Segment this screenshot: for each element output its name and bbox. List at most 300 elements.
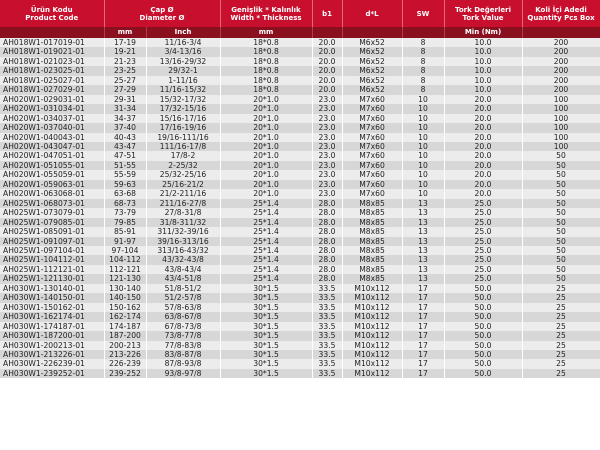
cell-b1: 33.5 <box>312 312 342 321</box>
cell-sw: 13 <box>402 208 444 217</box>
cell-quantity: 100 <box>522 123 600 132</box>
cell-sw: 10 <box>402 189 444 198</box>
cell-b1: 28.0 <box>312 199 342 208</box>
cell-width-thickness: 25*1.4 <box>220 274 312 283</box>
cell-diameter-mm: 19-21 <box>104 47 146 56</box>
cell-product-code: AH025W1-097104-01 <box>0 246 104 255</box>
cell-torque: 10.0 <box>444 85 522 94</box>
cell-sw: 13 <box>402 255 444 264</box>
cell-dl: M8x85 <box>342 218 402 227</box>
cell-quantity: 25 <box>522 331 600 340</box>
table-row <box>0 255 600 264</box>
cell-product-code: AH018W1-027029-01 <box>0 85 104 94</box>
cell-b1: 20.0 <box>312 57 342 66</box>
cell-product-code: AH020W1-051055-01 <box>0 161 104 170</box>
cell-diameter-inch: 2-25/32 <box>146 161 220 170</box>
cell-diameter-inch: 15/32-17/32 <box>146 95 220 104</box>
cell-product-code: AH018W1-021023-01 <box>0 57 104 66</box>
cell-dl: M7x60 <box>342 133 402 142</box>
cell-diameter-inch: 13/16-29/32 <box>146 57 220 66</box>
cell-dl: M6x52 <box>342 76 402 85</box>
table-row <box>0 312 600 321</box>
cell-width-thickness: 20*1.0 <box>220 189 312 198</box>
table-row <box>0 322 600 331</box>
cell-torque: 50.0 <box>444 331 522 340</box>
cell-width-thickness: 20*1.0 <box>220 170 312 179</box>
cell-quantity: 100 <box>522 104 600 113</box>
table-row <box>0 180 600 189</box>
table-row <box>0 293 600 302</box>
cell-diameter-mm: 43-47 <box>104 142 146 151</box>
cell-sw: 17 <box>402 322 444 331</box>
cell-torque: 20.0 <box>444 133 522 142</box>
cell-diameter-mm: 40-43 <box>104 133 146 142</box>
cell-quantity: 200 <box>522 47 600 56</box>
cell-diameter-inch: 25/32-25/16 <box>146 170 220 179</box>
cell-sw: 17 <box>402 303 444 312</box>
cell-dl: M7x60 <box>342 104 402 113</box>
table-row <box>0 227 600 236</box>
cell-torque: 20.0 <box>444 170 522 179</box>
cell-dl: M6x52 <box>342 57 402 66</box>
cell-torque: 10.0 <box>444 47 522 56</box>
cell-quantity: 25 <box>522 369 600 378</box>
cell-b1: 20.0 <box>312 38 342 47</box>
cell-sw: 10 <box>402 180 444 189</box>
cell-b1: 33.5 <box>312 359 342 368</box>
table-row <box>0 47 600 56</box>
cell-width-thickness: 20*1.0 <box>220 104 312 113</box>
cell-quantity: 100 <box>522 133 600 142</box>
header-width-thickness: Genişlik * Kalınlık Width * Thickness <box>220 0 312 27</box>
cell-dl: M6x52 <box>342 38 402 47</box>
cell-sw: 13 <box>402 199 444 208</box>
table-row <box>0 237 600 246</box>
cell-torque: 20.0 <box>444 104 522 113</box>
cell-diameter-inch: 17/32-15/16 <box>146 104 220 113</box>
cell-b1: 33.5 <box>312 284 342 293</box>
cell-width-thickness: 25*1.4 <box>220 218 312 227</box>
cell-b1: 28.0 <box>312 255 342 264</box>
cell-torque: 20.0 <box>444 189 522 198</box>
table-row <box>0 359 600 368</box>
cell-b1: 33.5 <box>312 322 342 331</box>
cell-dl: M10x112 <box>342 350 402 359</box>
cell-sw: 10 <box>402 142 444 151</box>
cell-quantity: 25 <box>522 303 600 312</box>
cell-width-thickness: 18*0.8 <box>220 66 312 75</box>
cell-width-thickness: 18*0.8 <box>220 57 312 66</box>
subheader-blank <box>312 27 342 38</box>
cell-width-thickness: 20*1.0 <box>220 142 312 151</box>
cell-diameter-mm: 27-29 <box>104 85 146 94</box>
table-row <box>0 161 600 170</box>
cell-b1: 28.0 <box>312 237 342 246</box>
cell-diameter-mm: 55-59 <box>104 170 146 179</box>
cell-dl: M8x85 <box>342 227 402 236</box>
table-row <box>0 123 600 132</box>
cell-product-code: AH025W1-104112-01 <box>0 255 104 264</box>
cell-b1: 20.0 <box>312 76 342 85</box>
cell-b1: 23.0 <box>312 123 342 132</box>
cell-torque: 20.0 <box>444 180 522 189</box>
cell-b1: 23.0 <box>312 142 342 151</box>
cell-dl: M10x112 <box>342 341 402 350</box>
cell-sw: 8 <box>402 57 444 66</box>
cell-b1: 20.0 <box>312 66 342 75</box>
cell-dl: M10x112 <box>342 284 402 293</box>
cell-dl: M10x112 <box>342 369 402 378</box>
cell-product-code: AH025W1-085091-01 <box>0 227 104 236</box>
cell-product-code: AH020W1-047051-01 <box>0 151 104 160</box>
cell-sw: 10 <box>402 95 444 104</box>
cell-dl: M7x60 <box>342 142 402 151</box>
cell-sw: 17 <box>402 331 444 340</box>
cell-product-code: AH030W1-140150-01 <box>0 293 104 302</box>
cell-torque: 25.0 <box>444 218 522 227</box>
table-row <box>0 369 600 378</box>
cell-sw: 10 <box>402 170 444 179</box>
cell-diameter-mm: 97-104 <box>104 246 146 255</box>
cell-diameter-inch: 83/8-87/8 <box>146 350 220 359</box>
cell-width-thickness: 30*1.5 <box>220 293 312 302</box>
subheader-blank <box>0 27 104 38</box>
cell-width-thickness: 20*1.0 <box>220 151 312 160</box>
cell-width-thickness: 25*1.4 <box>220 246 312 255</box>
cell-torque: 25.0 <box>444 237 522 246</box>
cell-torque: 20.0 <box>444 114 522 123</box>
subheader-mm-width: mm <box>220 27 312 38</box>
cell-product-code: AH018W1-023025-01 <box>0 66 104 75</box>
cell-sw: 13 <box>402 227 444 236</box>
table-row <box>0 76 600 85</box>
cell-diameter-mm: 150-162 <box>104 303 146 312</box>
header-diameter: Çap Ø Diameter Ø <box>104 0 220 27</box>
table-row <box>0 170 600 179</box>
cell-dl: M10x112 <box>342 322 402 331</box>
cell-diameter-mm: 162-174 <box>104 312 146 321</box>
cell-torque: 20.0 <box>444 123 522 132</box>
header-b1: b1 <box>312 0 342 27</box>
cell-product-code: AH018W1-017019-01 <box>0 38 104 47</box>
cell-quantity: 100 <box>522 95 600 104</box>
table-row <box>0 199 600 208</box>
cell-quantity: 100 <box>522 142 600 151</box>
subheader-blank <box>402 27 444 38</box>
table-row <box>0 284 600 293</box>
cell-diameter-mm: 73-79 <box>104 208 146 217</box>
cell-product-code: AH020W1-059063-01 <box>0 180 104 189</box>
header-torque: Tork Değerleri Tork Value <box>444 0 522 27</box>
table-body <box>0 38 600 378</box>
cell-quantity: 50 <box>522 227 600 236</box>
cell-diameter-mm: 68-73 <box>104 199 146 208</box>
cell-dl: M10x112 <box>342 312 402 321</box>
cell-torque: 25.0 <box>444 199 522 208</box>
cell-quantity: 50 <box>522 208 600 217</box>
cell-diameter-inch: 77/8-83/8 <box>146 341 220 350</box>
cell-diameter-inch: 311/32-39/16 <box>146 227 220 236</box>
cell-diameter-inch: 73/8-77/8 <box>146 331 220 340</box>
cell-torque: 20.0 <box>444 151 522 160</box>
cell-b1: 28.0 <box>312 265 342 274</box>
table-row <box>0 85 600 94</box>
cell-product-code: AH020W1-055059-01 <box>0 170 104 179</box>
cell-b1: 23.0 <box>312 133 342 142</box>
cell-dl: M7x60 <box>342 95 402 104</box>
cell-product-code: AH030W1-200213-01 <box>0 341 104 350</box>
table-row <box>0 38 600 47</box>
cell-sw: 8 <box>402 76 444 85</box>
cell-dl: M8x85 <box>342 199 402 208</box>
table-row <box>0 142 600 151</box>
cell-diameter-inch: 1-11/16 <box>146 76 220 85</box>
header-quantity: Koli İçi Adedi Quantity Pcs Box <box>522 0 600 27</box>
cell-quantity: 50 <box>522 199 600 208</box>
cell-quantity: 200 <box>522 85 600 94</box>
cell-diameter-inch: 27/8-31/8 <box>146 208 220 217</box>
cell-sw: 10 <box>402 114 444 123</box>
cell-diameter-inch: 29/32-1 <box>146 66 220 75</box>
cell-sw: 13 <box>402 218 444 227</box>
cell-width-thickness: 25*1.4 <box>220 208 312 217</box>
cell-width-thickness: 20*1.0 <box>220 114 312 123</box>
cell-width-thickness: 20*1.0 <box>220 133 312 142</box>
cell-diameter-inch: 93/8-97/8 <box>146 369 220 378</box>
cell-sw: 17 <box>402 284 444 293</box>
cell-width-thickness: 30*1.5 <box>220 303 312 312</box>
subheader-mm: mm <box>104 27 146 38</box>
cell-width-thickness: 20*1.0 <box>220 95 312 104</box>
cell-dl: M6x52 <box>342 85 402 94</box>
cell-width-thickness: 18*0.8 <box>220 38 312 47</box>
cell-product-code: AH020W1-029031-01 <box>0 95 104 104</box>
cell-torque: 50.0 <box>444 341 522 350</box>
cell-diameter-mm: 25-27 <box>104 76 146 85</box>
cell-product-code: AH025W1-073079-01 <box>0 208 104 217</box>
cell-b1: 33.5 <box>312 303 342 312</box>
cell-dl: M8x85 <box>342 274 402 283</box>
cell-width-thickness: 25*1.4 <box>220 237 312 246</box>
cell-dl: M7x60 <box>342 114 402 123</box>
cell-dl: M8x85 <box>342 246 402 255</box>
subheader-blank <box>342 27 402 38</box>
cell-diameter-inch: 3/4-13/16 <box>146 47 220 56</box>
cell-product-code: AH025W1-091097-01 <box>0 237 104 246</box>
cell-sw: 8 <box>402 47 444 56</box>
cell-width-thickness: 25*1.4 <box>220 265 312 274</box>
table-row <box>0 246 600 255</box>
cell-b1: 28.0 <box>312 274 342 283</box>
table-row <box>0 151 600 160</box>
cell-quantity: 25 <box>522 341 600 350</box>
cell-quantity: 50 <box>522 274 600 283</box>
table-row <box>0 189 600 198</box>
cell-quantity: 50 <box>522 255 600 264</box>
cell-dl: M7x60 <box>342 123 402 132</box>
cell-diameter-inch: 25/16-21/2 <box>146 180 220 189</box>
table-row <box>0 66 600 75</box>
cell-product-code: AH030W1-226239-01 <box>0 359 104 368</box>
cell-product-code: AH020W1-037040-01 <box>0 123 104 132</box>
cell-quantity: 50 <box>522 170 600 179</box>
table-row <box>0 95 600 104</box>
cell-width-thickness: 25*1.4 <box>220 255 312 264</box>
cell-b1: 23.0 <box>312 161 342 170</box>
cell-diameter-inch: 87/8-93/8 <box>146 359 220 368</box>
cell-torque: 25.0 <box>444 227 522 236</box>
cell-diameter-mm: 51-55 <box>104 161 146 170</box>
cell-quantity: 200 <box>522 76 600 85</box>
cell-b1: 28.0 <box>312 218 342 227</box>
cell-product-code: AH025W1-112121-01 <box>0 265 104 274</box>
cell-diameter-mm: 23-25 <box>104 66 146 75</box>
table-row <box>0 331 600 340</box>
cell-product-code: AH030W1-174187-01 <box>0 322 104 331</box>
cell-sw: 13 <box>402 246 444 255</box>
cell-dl: M10x112 <box>342 293 402 302</box>
cell-diameter-mm: 79-85 <box>104 218 146 227</box>
table-row <box>0 265 600 274</box>
cell-torque: 10.0 <box>444 38 522 47</box>
cell-diameter-inch: 63/8-67/8 <box>146 312 220 321</box>
cell-dl: M8x85 <box>342 237 402 246</box>
cell-dl: M10x112 <box>342 331 402 340</box>
cell-width-thickness: 18*0.8 <box>220 85 312 94</box>
cell-dl: M10x112 <box>342 303 402 312</box>
cell-b1: 33.5 <box>312 369 342 378</box>
cell-dl: M8x85 <box>342 208 402 217</box>
table-row <box>0 218 600 227</box>
cell-b1: 28.0 <box>312 208 342 217</box>
cell-quantity: 25 <box>522 350 600 359</box>
cell-dl: M8x85 <box>342 255 402 264</box>
table-row <box>0 303 600 312</box>
cell-sw: 8 <box>402 38 444 47</box>
cell-product-code: AH025W1-068073-01 <box>0 199 104 208</box>
cell-torque: 20.0 <box>444 161 522 170</box>
cell-diameter-inch: 57/8-63/8 <box>146 303 220 312</box>
cell-torque: 50.0 <box>444 359 522 368</box>
cell-width-thickness: 30*1.5 <box>220 369 312 378</box>
cell-diameter-mm: 47-51 <box>104 151 146 160</box>
cell-torque: 25.0 <box>444 274 522 283</box>
cell-quantity: 50 <box>522 237 600 246</box>
header-sw: SW <box>402 0 444 27</box>
cell-diameter-mm: 200-213 <box>104 341 146 350</box>
cell-product-code: AH020W1-040043-01 <box>0 133 104 142</box>
cell-torque: 10.0 <box>444 57 522 66</box>
cell-sw: 13 <box>402 265 444 274</box>
cell-torque: 50.0 <box>444 369 522 378</box>
cell-quantity: 50 <box>522 180 600 189</box>
cell-diameter-mm: 85-91 <box>104 227 146 236</box>
cell-diameter-inch: 11/16-3/4 <box>146 38 220 47</box>
cell-quantity: 25 <box>522 293 600 302</box>
cell-sw: 17 <box>402 341 444 350</box>
cell-diameter-inch: 17/16-19/16 <box>146 123 220 132</box>
cell-sw: 17 <box>402 293 444 302</box>
table-row <box>0 133 600 142</box>
cell-diameter-mm: 112-121 <box>104 265 146 274</box>
cell-width-thickness: 30*1.5 <box>220 331 312 340</box>
cell-diameter-inch: 31/8-311/32 <box>146 218 220 227</box>
cell-torque: 25.0 <box>444 208 522 217</box>
cell-diameter-mm: 174-187 <box>104 322 146 331</box>
cell-diameter-mm: 31-34 <box>104 104 146 113</box>
cell-sw: 10 <box>402 151 444 160</box>
cell-sw: 8 <box>402 66 444 75</box>
cell-diameter-mm: 226-239 <box>104 359 146 368</box>
cell-product-code: AH018W1-019021-01 <box>0 47 104 56</box>
cell-dl: M7x60 <box>342 189 402 198</box>
cell-sw: 17 <box>402 312 444 321</box>
cell-width-thickness: 18*0.8 <box>220 47 312 56</box>
cell-b1: 33.5 <box>312 331 342 340</box>
cell-diameter-inch: 51/8-51/2 <box>146 284 220 293</box>
cell-diameter-mm: 34-37 <box>104 114 146 123</box>
cell-torque: 25.0 <box>444 265 522 274</box>
cell-diameter-inch: 15/16-17/16 <box>146 114 220 123</box>
cell-diameter-mm: 187-200 <box>104 331 146 340</box>
cell-torque: 25.0 <box>444 246 522 255</box>
cell-product-code: AH020W1-043047-01 <box>0 142 104 151</box>
cell-diameter-inch: 21/2-211/16 <box>146 189 220 198</box>
cell-b1: 23.0 <box>312 104 342 113</box>
table-row <box>0 57 600 66</box>
cell-sw: 10 <box>402 161 444 170</box>
cell-width-thickness: 18*0.8 <box>220 76 312 85</box>
cell-diameter-inch: 51/2-57/8 <box>146 293 220 302</box>
cell-product-code: AH020W1-034037-01 <box>0 114 104 123</box>
table-row <box>0 208 600 217</box>
cell-diameter-inch: 19/16-111/16 <box>146 133 220 142</box>
cell-b1: 23.0 <box>312 95 342 104</box>
cell-quantity: 200 <box>522 57 600 66</box>
cell-sw: 10 <box>402 104 444 113</box>
cell-torque: 10.0 <box>444 66 522 75</box>
cell-sw: 17 <box>402 369 444 378</box>
cell-quantity: 50 <box>522 189 600 198</box>
cell-width-thickness: 30*1.5 <box>220 350 312 359</box>
cell-dl: M7x60 <box>342 180 402 189</box>
cell-b1: 23.0 <box>312 170 342 179</box>
cell-sw: 13 <box>402 237 444 246</box>
cell-quantity: 50 <box>522 161 600 170</box>
cell-diameter-inch: 17/8-2 <box>146 151 220 160</box>
cell-torque: 50.0 <box>444 350 522 359</box>
cell-product-code: AH030W1-150162-01 <box>0 303 104 312</box>
cell-product-code: AH030W1-130140-01 <box>0 284 104 293</box>
cell-dl: M10x112 <box>342 359 402 368</box>
cell-dl: M7x60 <box>342 170 402 179</box>
cell-torque: 50.0 <box>444 293 522 302</box>
cell-dl: M7x60 <box>342 151 402 160</box>
table-row <box>0 114 600 123</box>
cell-diameter-mm: 59-63 <box>104 180 146 189</box>
cell-product-code: AH030W1-239252-01 <box>0 369 104 378</box>
cell-diameter-inch: 43/4-51/8 <box>146 274 220 283</box>
cell-diameter-mm: 213-226 <box>104 350 146 359</box>
table-row <box>0 341 600 350</box>
cell-width-thickness: 25*1.4 <box>220 199 312 208</box>
table-row <box>0 104 600 113</box>
cell-dl: M7x60 <box>342 161 402 170</box>
cell-torque: 25.0 <box>444 255 522 264</box>
cell-diameter-inch: 43/32-43/8 <box>146 255 220 264</box>
cell-diameter-mm: 17-19 <box>104 38 146 47</box>
cell-diameter-mm: 21-23 <box>104 57 146 66</box>
